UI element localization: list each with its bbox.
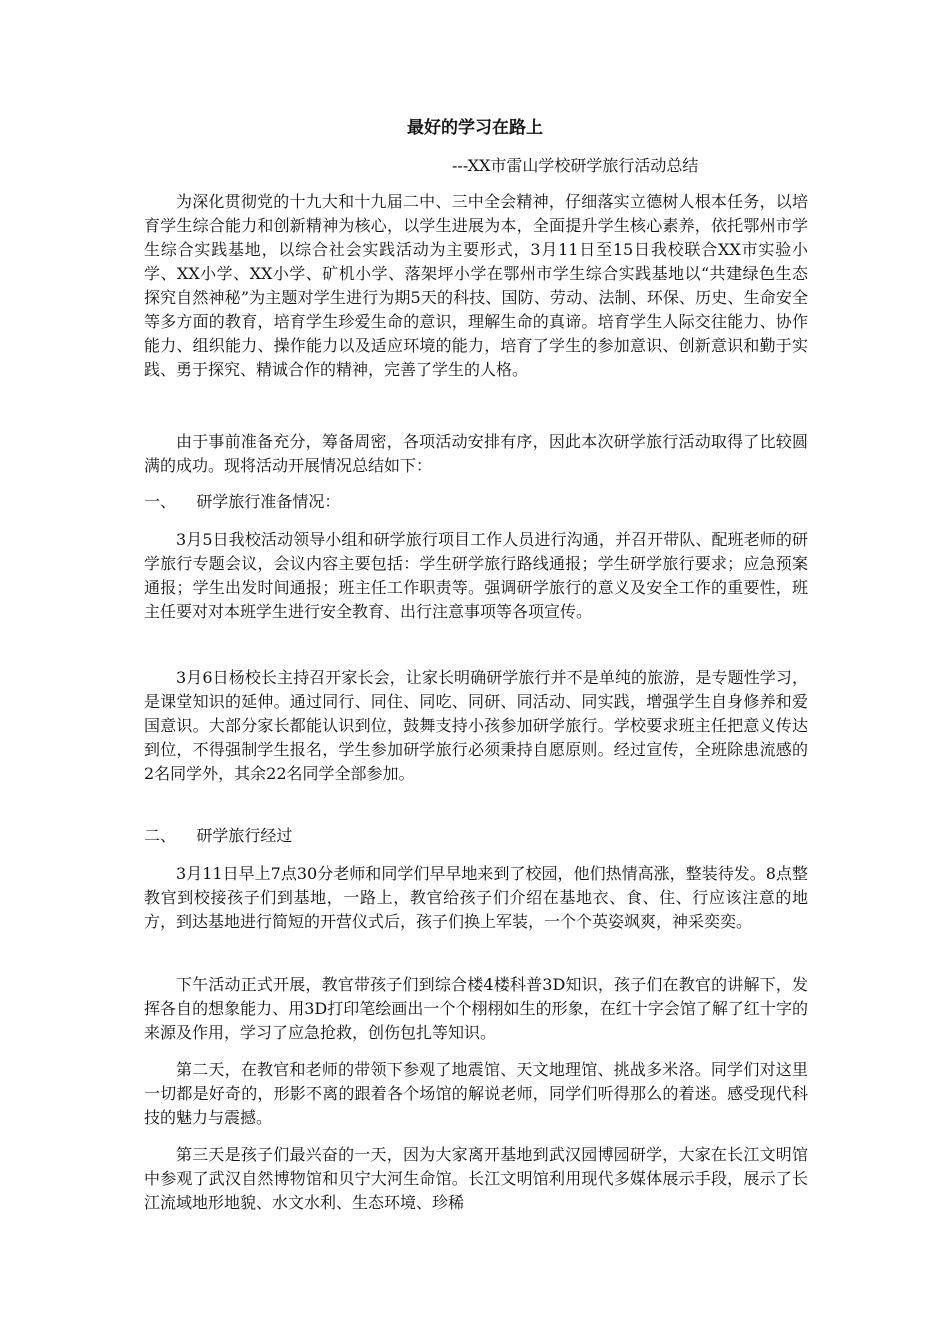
paragraph-day-one-afternoon: 下午活动正式开展，教官带孩子们到综合楼4楼科普3D知识，孩子们在教官的讲解下，发挥各自的想象能力、用3D打印笔绘画出一个个栩栩如生的形象，在红十字会馆了解了红十字的来源及作用，学习了应急抢救，创伤包扎等知识。: [144, 975, 808, 1042]
paragraph-day-three: 第三天是孩子们最兴奋的一天，因为大家离开基地到武汉园博园研学，大家在长江文明馆中参观了武汉自然博物馆和贝宁大河生命馆。长江文明馆利用现代多媒体展示手段，展示了长江流域地形地貌、水文水利、生态环境、珍稀: [144, 1145, 808, 1212]
section-heading-preparation: 一、 研学旅行准备情况：: [144, 492, 341, 511]
paragraph-parent-meeting: 3月6日杨校长主持召开家长会，让家长明确研学旅行并不是单纯的旅游，是专题性学习，是课堂知识的延伸。通过同行、同住、同吃、同研、同活动、同实践，增强学生自身修养和爱国意识。大部分家长都能认识到位，鼓舞支持小孩参加研学旅行。学校要求班主任把意义传达到位，不得强制学生报名，学生参加研学旅行必须秉持自愿原则。经过宣传，全班除患流感的2名同学外，其余22名同学全部参加。: [144, 668, 808, 783]
paragraph-day-two: 第二天，在教官和老师的带领下参观了地震馆、天文地理馆、挑战多米洛。同学们对这里一切都是好奇的，形影不离的跟着各个场馆的解说老师，同学们听得那么的着迷。感受现代科技的魅力与震撼。: [144, 1060, 808, 1127]
paragraph-preparation-meeting: 3月5日我校活动领导小组和研学旅行项目工作人员进行沟通，并召开带队、配班老师的研学旅行专题会议，会议内容主要包括：学生研学旅行路线通报；学生研学旅行要求；应急预案通报；学生出发时间通报；班主任工作职责等。强调研学旅行的意义及安全工作的重要性，班主任要对对本班学生进行安全教育、出行注意事项等各项宣传。: [144, 530, 808, 621]
document-title: 最好的学习在路上: [407, 118, 543, 138]
section-heading-process: 二、 研学旅行经过: [144, 826, 293, 845]
document-subtitle: ---XX市雷山学校研学旅行活动总结: [452, 156, 699, 175]
paragraph-day-one-morning: 3月11日早上7点30分老师和同学们早早地来到了校园，他们热情高涨，整装待发。8点整教官到校接孩子们到基地，一路上，教官给孩子们介绍在基地衣、食、住、行应该注意的地方，到达基地进行简短的开营仪式后，孩子们换上军装，一个个英姿飒爽，神采奕奕。: [144, 864, 808, 931]
paragraph-intro: 为深化贯彻党的十九大和十九届二中、三中全会精神，仔细落实立德树人根本任务，以培育学生综合能力和创新精神为核心，以学生进展为本，全面提升学生核心素养，依托鄂州市学生综合实践基地，以综合社会实践活动为主要形式，3月11日至15日我校联合XX市实验小学、XX小学、XX小学、矿机小学、落架坪小学在鄂州市学生综合实践基地以“共建绿色生态 探究自然神秘”为主题对学生进行为期5天的科技、国防、劳动、法制、环保、历史、生命安全等多方面的教育，培育学生珍爱生命的意识，理解生命的真谛。培育学生人际交往能力、协作能力、组织能力、操作能力以及适应环境的能力，培育了学生的参加意识、创新意识和勤于实践、勇于探究、精诚合作的精神，完善了学生的人格。: [144, 192, 825, 379]
paragraph-summary: 由于事前准备充分，筹备周密，各项活动安排有序，因此本次研学旅行活动取得了比较圆满的成功。现将活动开展情况总结如下：: [144, 432, 808, 475]
